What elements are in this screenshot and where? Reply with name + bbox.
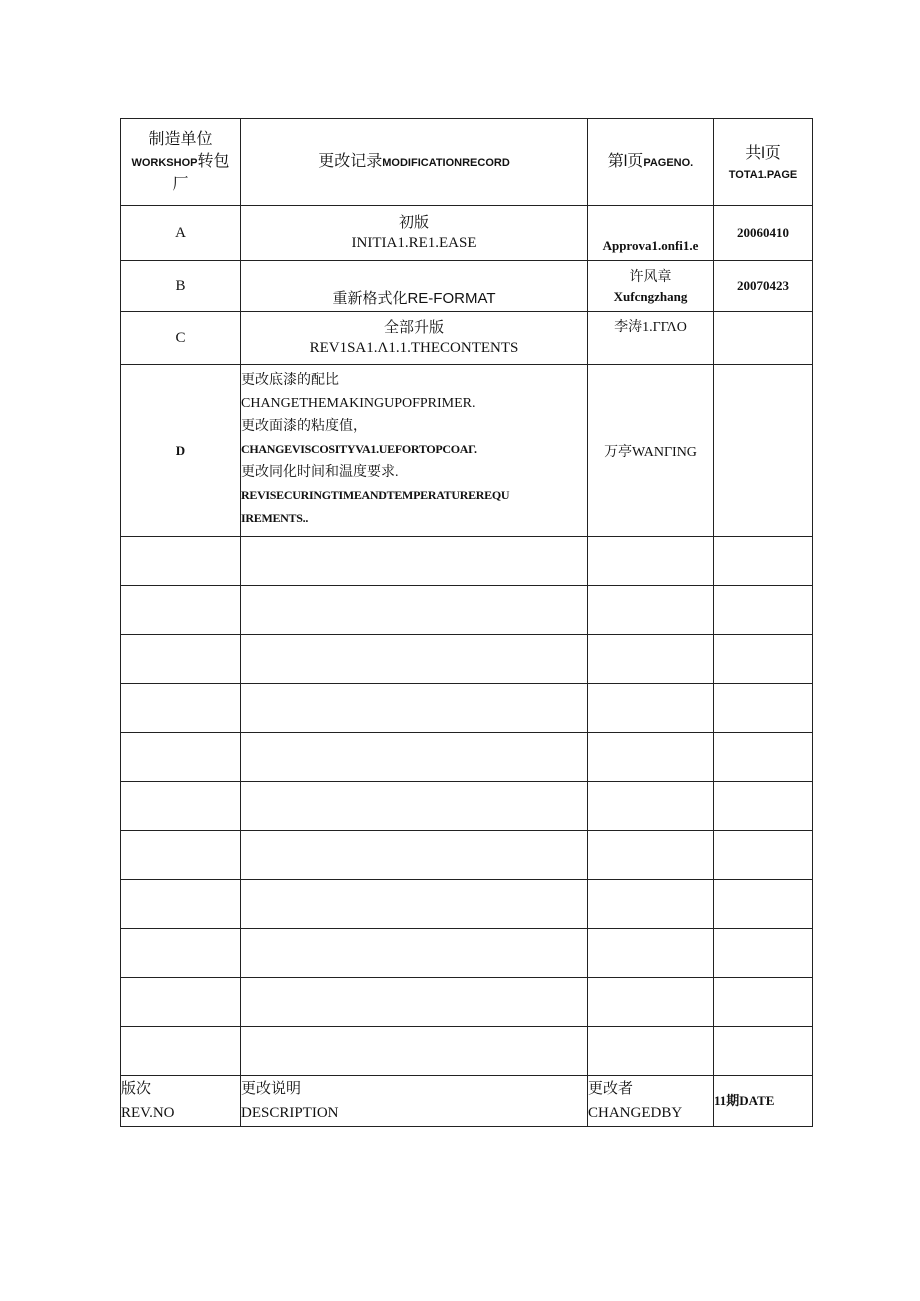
revision-label-en: REV.NO [121, 1105, 175, 1121]
empty-row [121, 733, 813, 782]
changed-by-cell [588, 261, 714, 312]
empty-row [121, 684, 813, 733]
description-cell [241, 261, 588, 312]
record-label-en: MODIFICATIONRECORD [382, 157, 510, 169]
empty-row [121, 586, 813, 635]
changed-by-label-cell [588, 1076, 714, 1127]
date-cell [714, 312, 813, 365]
revision-row-a [121, 206, 813, 261]
description-cell [241, 365, 588, 537]
description-line: 更改同化时间和温度要求. [241, 465, 399, 480]
date-label: 11期DATE [714, 1093, 775, 1108]
description-cell [241, 312, 588, 365]
date-label-cell [714, 1076, 813, 1127]
revision-cell: C [121, 312, 241, 365]
changed-by-cell [588, 206, 714, 261]
total-page-label-cn: 共l页 [745, 145, 781, 162]
description-cn: 初版 [398, 214, 429, 231]
description-cn: 全部升版 [383, 319, 444, 336]
changed-by-label-cn: 更改者 [588, 1080, 634, 1097]
changed-by-label-en: CHANGEDBY [588, 1105, 683, 1121]
revision-row-b [121, 261, 813, 312]
description-text: 重新格式化RE-FORMAT [332, 290, 496, 307]
workshop-label-line2: WORKSHOP转包 [131, 152, 230, 170]
changed-by-cn: 许风章 [629, 270, 672, 285]
description-line: CHANGETHEMAKINGUPOFPRIMER. [241, 396, 476, 411]
changed-by-cell: 万亭WANΓING [588, 365, 714, 537]
empty-row [121, 880, 813, 929]
workshop-label-line3: 厂 [172, 175, 189, 193]
description-label-cn: 更改说明 [241, 1080, 302, 1097]
description-en: REV1SA1.Λ1.1.THECONTENTS [309, 340, 519, 356]
header-row [121, 119, 813, 206]
description-line: CHANGEVISCOSITYVA1.UEFORTOPCOAΓ. [241, 442, 477, 456]
page-no-label-cn: 第l页 [607, 153, 644, 170]
empty-row [121, 1027, 813, 1076]
empty-row [121, 635, 813, 684]
total-page-label-en: TOTA1.PAGE [728, 169, 798, 181]
record-label-cn: 更改记录 [318, 153, 383, 170]
modification-record-table [120, 118, 813, 1127]
empty-row [121, 978, 813, 1027]
date-cell: 20070423 [714, 261, 813, 312]
revision-row-c [121, 312, 813, 365]
description-line: 更改底漆的配比 [241, 373, 339, 388]
empty-row [121, 537, 813, 586]
workshop-header-cell [121, 119, 241, 206]
page-no-label-en: PAGENO. [643, 157, 694, 169]
description-line: REVISECURINGTIMEANDTEMPERATUREREQU [241, 488, 510, 502]
empty-row [121, 831, 813, 880]
revision-cell: A [121, 206, 241, 261]
changed-by-en: Xufcngzhang [613, 289, 688, 304]
empty-row [121, 782, 813, 831]
workshop-label-cn: 制造单位 [148, 130, 213, 148]
record-header-cell [241, 119, 588, 206]
description-label-en: DESCRIPTION [241, 1105, 339, 1121]
page-no-header-cell [588, 119, 714, 206]
total-page-header-cell [714, 119, 813, 206]
description-en: INITIA1.RE1.EASE [351, 235, 477, 251]
revision-cell: B [121, 261, 241, 312]
footer-row [121, 1076, 813, 1127]
revision-row-d [121, 365, 813, 537]
revision-cell: D [121, 365, 241, 537]
empty-row [121, 929, 813, 978]
changed-by-name: Approva1.onfi1.e [602, 238, 699, 253]
description-line: IREMENTS.. [241, 511, 309, 525]
description-label-cell [241, 1076, 588, 1127]
date-cell [714, 365, 813, 537]
description-cell [241, 206, 588, 261]
changed-by-name: 李涛1.ΓΓΛO [614, 320, 687, 335]
revision-label-cell [121, 1076, 241, 1127]
description-line: 更改面漆的粘度值， [241, 419, 367, 434]
changed-by-cell [588, 312, 714, 365]
date-cell: 20060410 [714, 206, 813, 261]
revision-label-cn: 版次 [121, 1080, 152, 1097]
